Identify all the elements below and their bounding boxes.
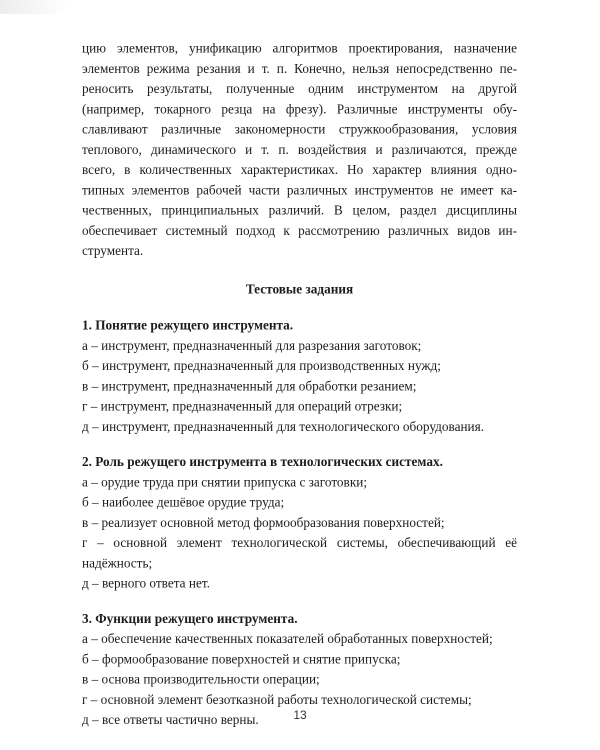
intro-line: элементов режима резания и т. п. Конечно, нельзя непосредственно пе-	[82, 60, 517, 76]
answer-option-text: а – инструмент, предназначенный для разрезания заготовок;	[82, 337, 422, 353]
answer-option	[82, 689, 517, 709]
answer-option	[82, 669, 517, 689]
answer-option-text: д – инструмент, предназначенный для технологического оборудования.	[82, 418, 485, 434]
answer-option	[82, 649, 517, 669]
answer-option-text: г – основной элемент безотказной работы технологической системы;	[82, 691, 472, 707]
question-1	[82, 315, 517, 437]
answer-option-text: б – инструмент, предназначенный для производственных нужд;	[82, 358, 441, 373]
answer-option-text: в – инструмент, предназначенный для обработки резанием;	[82, 378, 417, 394]
answer-option	[82, 376, 517, 396]
intro-line: всего, в количественных характеристиках. Но характер влияния одно-	[82, 162, 517, 177]
scan-smudge	[0, 0, 70, 14]
answer-option	[82, 472, 517, 492]
answer-option-text: а – обеспечение качественных показателей обработанных поверхностей;	[82, 631, 493, 646]
answer-options	[82, 335, 517, 436]
page-number: 13	[293, 708, 307, 722]
answer-option	[82, 629, 517, 649]
intro-text	[82, 38, 517, 261]
answer-option-text: в – реализует основной метод формообразования поверхностей;	[82, 514, 445, 530]
answer-option-text: д – все ответы частично верны.	[82, 712, 259, 727]
question-2	[82, 452, 517, 594]
answer-option	[82, 356, 517, 376]
answer-option-text: б – наиболее дешёвое орудие труда;	[82, 494, 285, 510]
answer-option	[82, 512, 517, 532]
intro-line: струмента.	[82, 243, 144, 258]
intro-line: теплового, динамического и т. п. воздействия и различаются, прежде	[82, 141, 517, 157]
answer-option	[82, 573, 517, 593]
answer-option	[82, 533, 517, 574]
question-title: 1. Понятие режущего инструмента.	[82, 317, 294, 333]
answer-option-text: а – орудие труда при снятии припуска с заготовки;	[82, 474, 368, 490]
answer-option-text: г – инструмент, предназначенный для операций отрезки;	[82, 398, 403, 414]
intro-line: типных элементов рабочей части различных инструментов не имеет ка-	[82, 182, 517, 198]
answer-option	[82, 492, 517, 512]
intro-line: обеспечивает системный подход к рассмотрению различных видов ин-	[82, 222, 517, 238]
intro-paragraph	[82, 38, 517, 261]
answer-option-text: надёжность;	[82, 555, 153, 571]
intro-line: чественных, принципиальных различий. В целом, раздел дисциплины	[82, 202, 517, 218]
page-content	[82, 38, 517, 745]
test-questions	[82, 315, 517, 730]
answer-options	[82, 472, 517, 594]
answer-option	[82, 396, 517, 416]
intro-line: (например, токарного резца на фрезу). Различные инструменты обу-	[82, 101, 517, 117]
answer-option-text: д – верного ответа нет.	[82, 575, 210, 591]
intro-line: славливают различные закономерности стружкообразования, условия	[82, 121, 517, 137]
answer-option-text: г – основной элемент технологической системы, обеспечивающий её	[82, 535, 517, 550]
answer-option	[82, 335, 517, 355]
answer-option-text: б – формообразование поверхностей и снятие припуска;	[82, 651, 401, 667]
question-title: 3. Функции режущего инструмента.	[82, 610, 298, 626]
intro-line: цию элементов, унификацию алгоритмов проектирования, назначение	[82, 40, 517, 56]
question-title: 2. Роль режущего инструмента в технологических системах.	[82, 454, 443, 469]
section-title: Тестовые задания	[245, 281, 354, 297]
intro-line: реносить результаты, полученные одним инструментом на другой	[82, 81, 517, 96]
answer-option	[82, 416, 517, 436]
answer-option-text: в – основа производительности операции;	[82, 671, 320, 687]
